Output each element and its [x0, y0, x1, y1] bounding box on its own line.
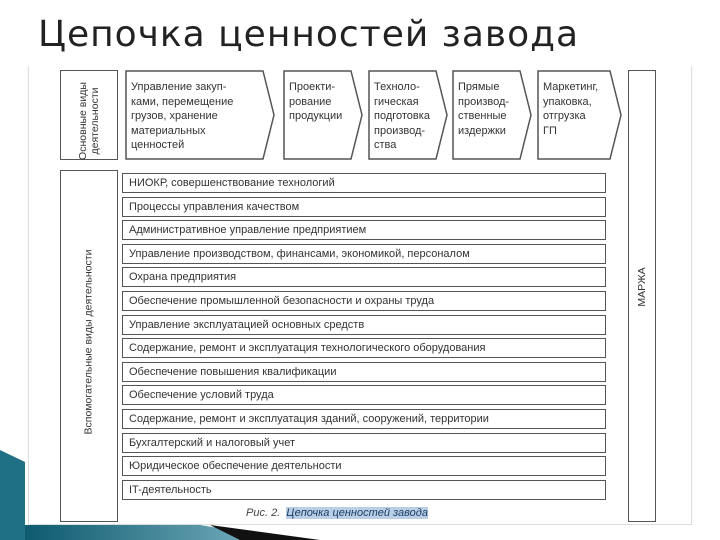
support-activity-row: Обеспечение условий труда — [122, 385, 606, 405]
support-activity-row: Содержание, ремонт и эксплуатация технологического оборудования — [122, 338, 606, 358]
value-chain-step — [452, 70, 532, 160]
value-chain-step-text: Управление закуп- ками, перемещение грузов, хранение материальных ценностей — [131, 81, 234, 151]
support-activity-row: Обеспечение промышленной безопасности и охраны труда — [122, 291, 606, 311]
value-chain-step-text: Прямые производ- ственные издержки — [458, 81, 510, 137]
support-activity-row: Управление производством, финансами, экономикой, персоналом — [122, 244, 606, 264]
slide-title: Цепочка ценностей завода — [38, 14, 580, 55]
support-activity-row: Охрана предприятия — [122, 267, 606, 287]
margin-box — [628, 70, 656, 522]
support-activity-row: Управление эксплуатацией основных средств — [122, 315, 606, 335]
value-chain-step-text: Проекти- рование продукции — [289, 81, 343, 122]
value-chain-step — [537, 70, 622, 160]
value-chain-step-text: Техноло- гическая подготовка производ- ства — [374, 81, 430, 151]
margin-label: МАРЖА — [636, 267, 648, 307]
support-activity-row: Административное управление предприятием — [122, 220, 606, 240]
primary-activities-label: Основные виды деятельности — [77, 82, 101, 160]
support-activity-row: Процессы управления качеством — [122, 197, 606, 217]
support-activity-row: Содержание, ремонт и эксплуатация зданий, сооружений, территории — [122, 409, 606, 429]
support-activities-label: Вспомогательные виды деятельности — [82, 249, 95, 435]
value-chain-step — [283, 70, 363, 160]
support-activity-row: Обеспечение повышения квалификации — [122, 362, 606, 382]
support-activity-row: IT-деятельность — [122, 480, 606, 500]
value-chain-step-text: Маркетинг, упаковка, отгрузка ГП — [543, 81, 599, 137]
support-activity-row: НИОКР, совершенствование технологий — [122, 173, 606, 193]
value-chain-step — [125, 70, 275, 160]
corner-decoration — [0, 450, 320, 540]
value-chain-step — [368, 70, 448, 160]
caption-prefix: Рис. 2. — [246, 507, 281, 519]
support-activity-row: Бухгалтерский и налоговый учет — [122, 433, 606, 453]
caption-text: Цепочка ценностей завода — [286, 507, 428, 519]
support-activity-row: Юридическое обеспечение деятельности — [122, 456, 606, 476]
primary-activities-box — [60, 70, 118, 160]
